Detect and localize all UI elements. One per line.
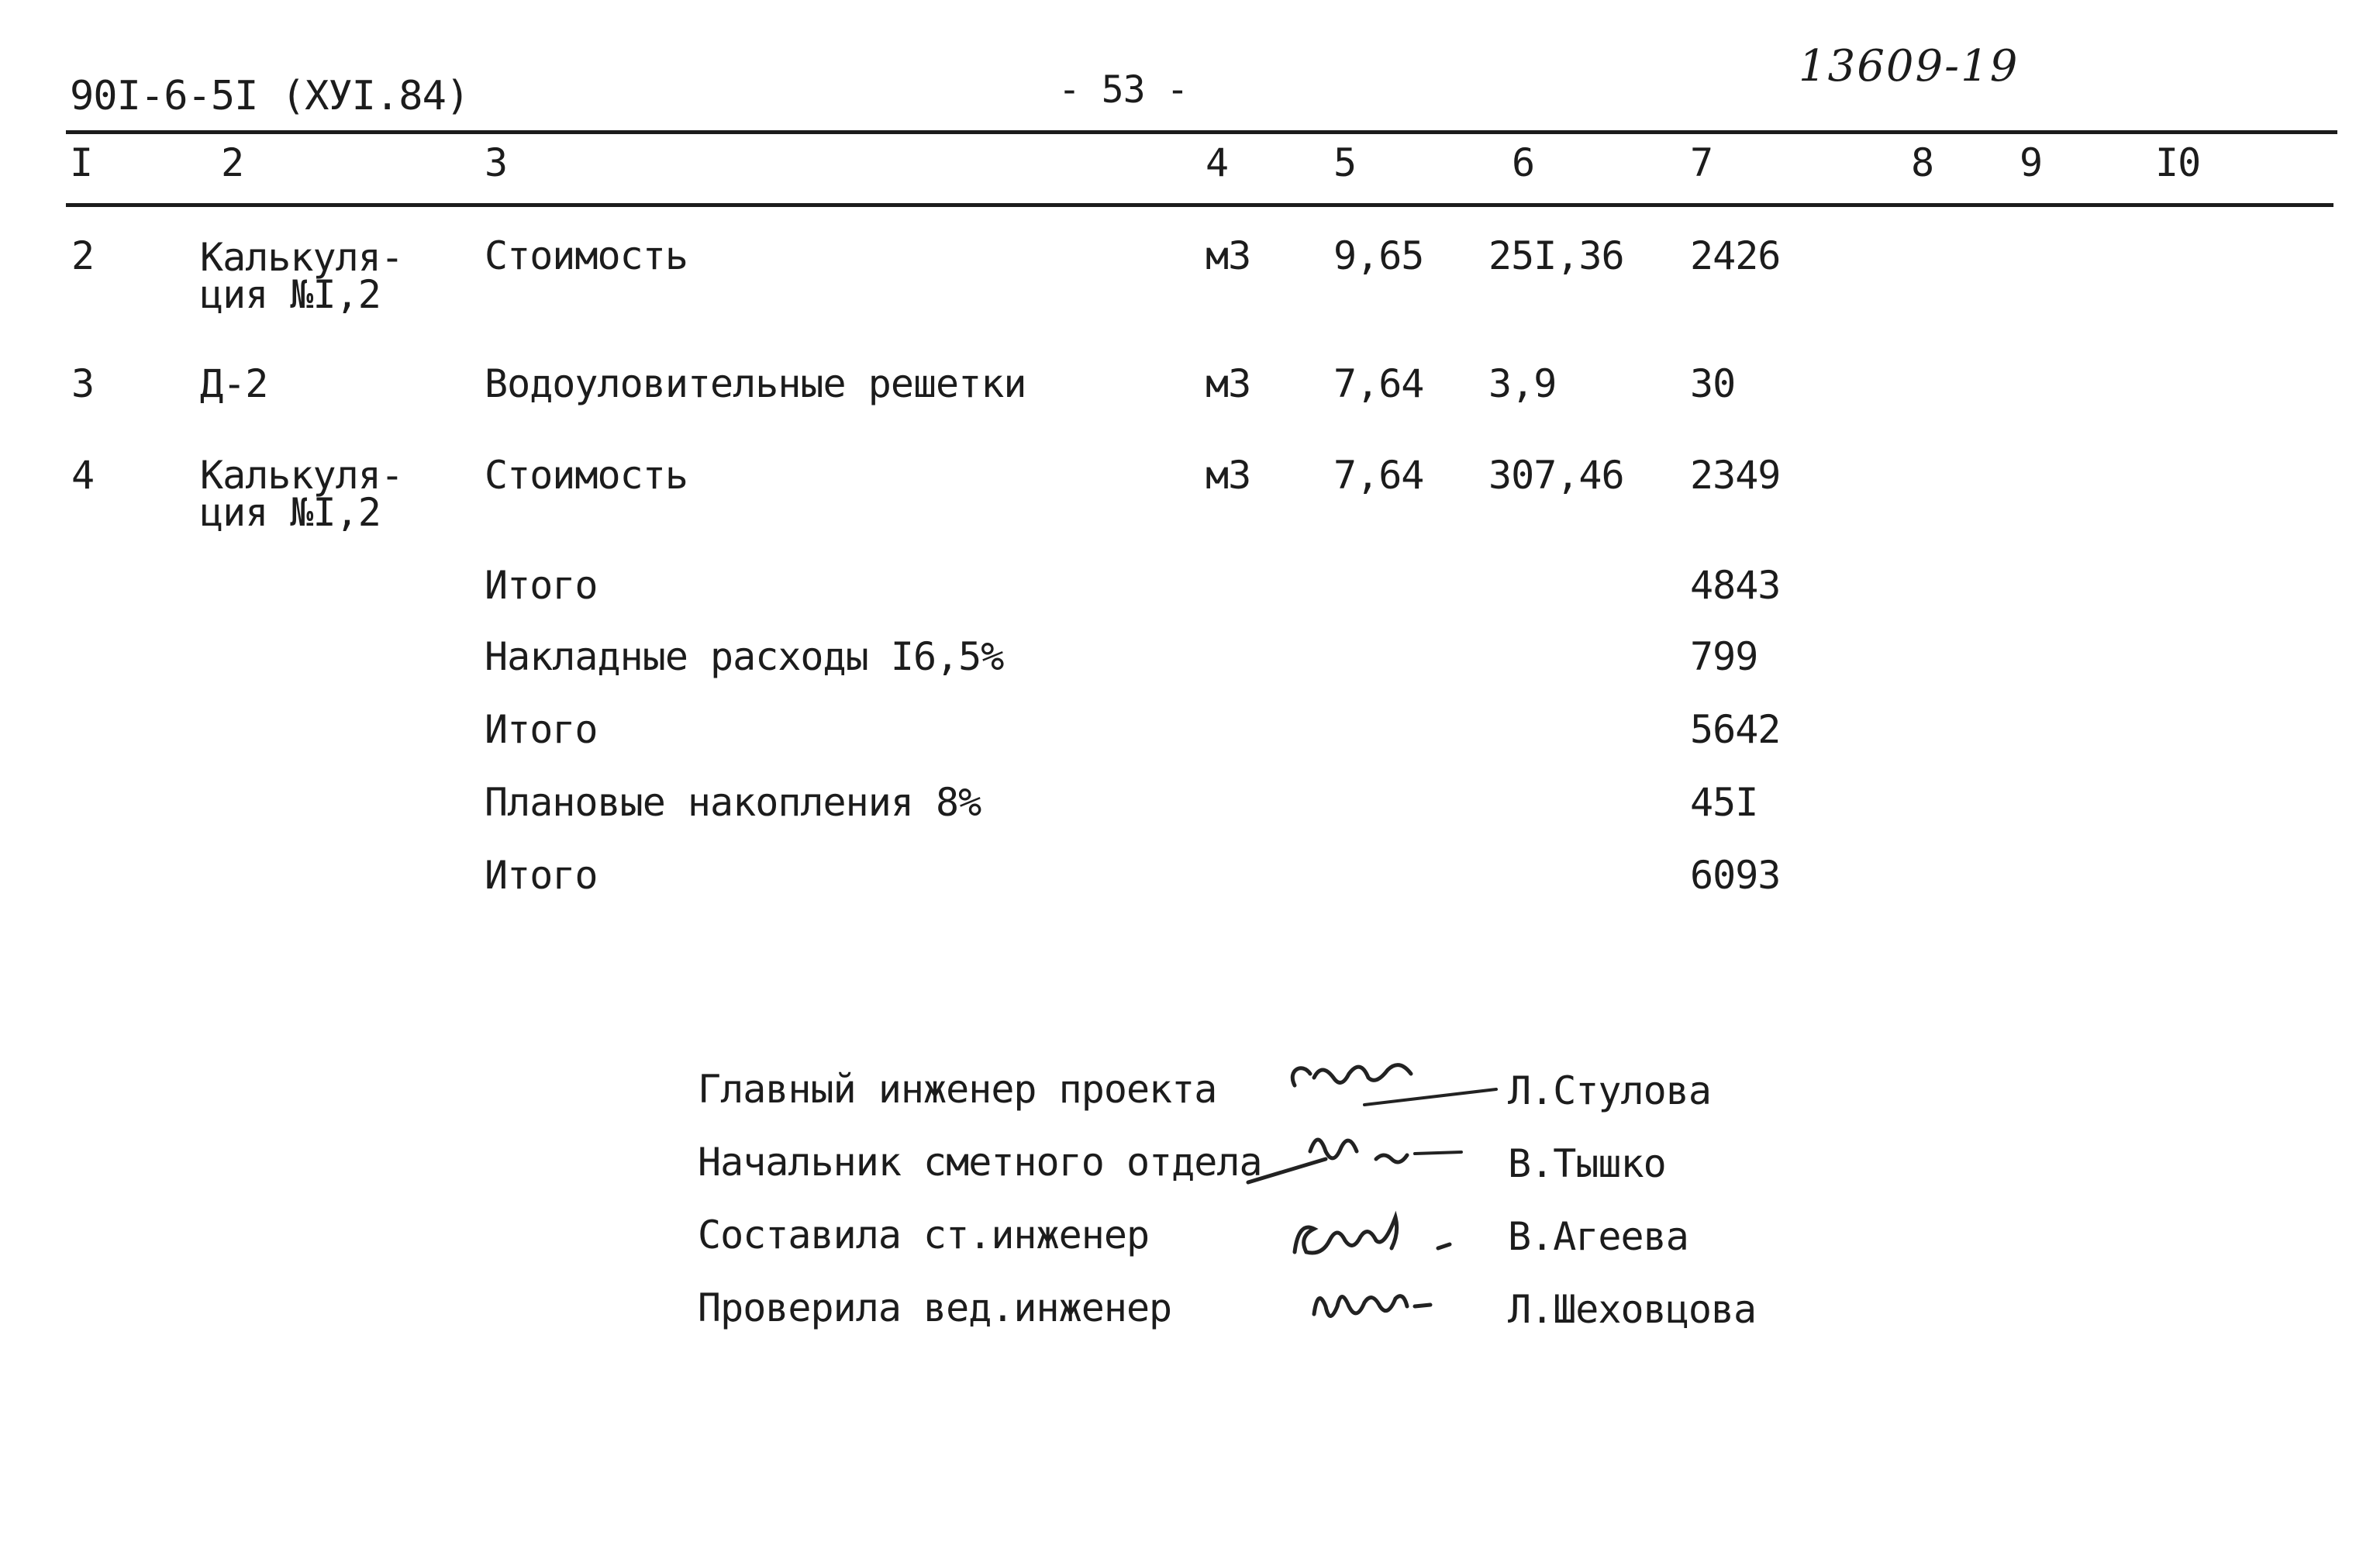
inventory-number: 13609-19 — [1799, 41, 2020, 91]
column-header-2: 2 — [221, 140, 244, 185]
overhead-label: Накладные расходы I6,5% — [485, 634, 1004, 679]
column-header-6: 6 — [1512, 140, 1535, 185]
unit: м3 — [1206, 361, 1251, 406]
page-number: - 53 - — [1058, 68, 1188, 112]
basis-cell-line2: ция №I,2 — [200, 490, 381, 535]
planned-savings-label: Плановые накопления 8% — [485, 780, 981, 825]
signer-role: Начальник сметного отдела — [698, 1140, 1262, 1185]
quantity: 7,64 — [1333, 453, 1424, 498]
signer-role: Составила ст.инженер — [698, 1213, 1150, 1258]
unit-price: 3,9 — [1488, 361, 1557, 406]
work-name: Стоимость — [485, 233, 688, 278]
total-value: 4843 — [1690, 563, 1781, 608]
total-value: 5642 — [1690, 707, 1781, 752]
basis-cell: Калькуля- — [200, 235, 403, 280]
overhead-value: 799 — [1690, 634, 1758, 679]
row-number: 2 — [71, 233, 95, 278]
signer-role: Проверила вед.инженер — [698, 1285, 1172, 1330]
signer-name: Л.Шеховцова — [1508, 1287, 1757, 1332]
column-header-5: 5 — [1333, 140, 1357, 185]
basis-cell: Калькуля- — [200, 453, 403, 498]
column-header-9: 9 — [2020, 140, 2043, 185]
signature-image — [1271, 1043, 1504, 1113]
unit-price: 25I,36 — [1488, 233, 1624, 278]
header-bottom-rule — [66, 203, 2333, 207]
grand-total-label: Итого — [485, 853, 598, 898]
unit-price: 307,46 — [1488, 453, 1624, 498]
work-name: Стоимость — [485, 453, 688, 498]
signer-role: Главный инженер проекта — [698, 1067, 1217, 1112]
basis-cell-line2: ция №I,2 — [200, 272, 381, 317]
quantity: 7,64 — [1333, 361, 1424, 406]
column-header-3: 3 — [485, 140, 508, 185]
row-number: 4 — [71, 453, 95, 498]
document-code: 90I-6-5I (XУI.84) — [70, 73, 470, 119]
signature-image — [1283, 1194, 1485, 1264]
column-header-7: 7 — [1690, 140, 1713, 185]
column-header-8: 8 — [1911, 140, 1934, 185]
total-cost: 2349 — [1690, 453, 1781, 498]
signature-image — [1299, 1271, 1469, 1333]
unit: м3 — [1206, 453, 1251, 498]
signer-name: В.Агеева — [1508, 1214, 1688, 1259]
column-header-10: I0 — [2155, 140, 2201, 185]
signer-name: Л.Стулова — [1508, 1068, 1711, 1113]
grand-total-value: 6093 — [1690, 853, 1781, 898]
basis-cell: Д-2 — [200, 361, 268, 406]
work-name: Водоуловительные решетки — [485, 361, 1026, 406]
total-cost: 2426 — [1690, 233, 1781, 278]
total-label: Итого — [485, 707, 598, 752]
signature-image — [1240, 1116, 1473, 1186]
planned-savings-value: 45I — [1690, 780, 1758, 825]
total-label: Итого — [485, 563, 598, 608]
column-header-4: 4 — [1206, 140, 1229, 185]
unit: м3 — [1206, 233, 1251, 278]
quantity: 9,65 — [1333, 233, 1424, 278]
signer-name: В.Тышко — [1508, 1141, 1666, 1186]
total-cost: 30 — [1690, 361, 1736, 406]
row-number: 3 — [71, 361, 95, 406]
column-header-1: I — [70, 140, 93, 185]
header-top-rule — [66, 130, 2337, 134]
